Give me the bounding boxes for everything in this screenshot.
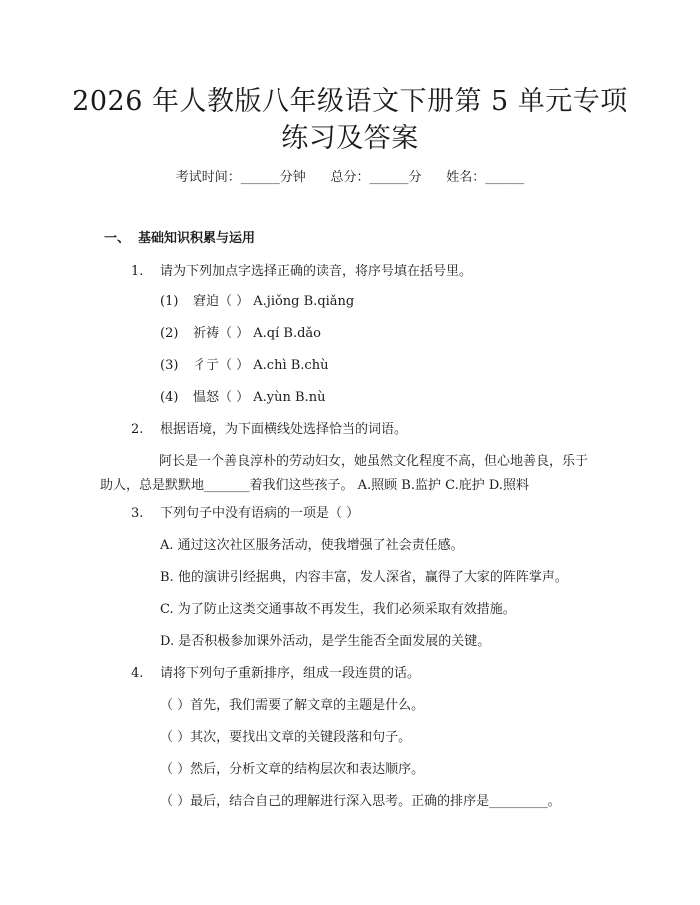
document-title-line-1: 2026 年人教版八年级语文下册第 5 单元专项: [72, 86, 628, 117]
question-text: 根据语境，为下面横线处选择恰当的词语。: [160, 422, 408, 437]
list-item: （ ）首先，我们需要了解文章的主题是什么。: [160, 698, 425, 713]
item-text: 窘迫（ ） A.jiǒng B.qiǎng: [193, 294, 355, 309]
question-number: 4.: [131, 666, 144, 681]
list-item: （ ）其次，要找出文章的关键段落和句子。: [160, 730, 412, 745]
list-item: [160, 389, 325, 407]
item-text: 愠怒（ ） A.yùn B.nù: [193, 390, 326, 405]
question-3: [131, 505, 359, 523]
document-title-line-2: 练习及答案: [281, 123, 419, 154]
section-number: 一、: [104, 231, 131, 246]
question-text: 请将下列句子重新排序，组成一段连贯的话。: [160, 666, 421, 681]
list-item: （ ）最后，结合自己的理解进行深入思考。正确的排序是_________。: [160, 794, 561, 809]
question-passage: 阿长是一个善良淳朴的劳动妇女，她虽然文化程度不高，但心地善良，乐于助人，总是默默地_______着我们这些孩子。 A.照顾 B.监护 C.庇护 D.照料: [100, 454, 589, 493]
section-heading: [104, 230, 255, 248]
question-text: 下列句子中没有语病的一项是（ ）: [160, 506, 360, 521]
question-4: [131, 665, 420, 683]
question-text: 请为下列加点字选择正确的读音，将序号填在括号里。: [160, 264, 473, 279]
option-a: A. 通过这次社区服务活动，使我增强了社会责任感。: [160, 538, 464, 553]
item-text: 祈祷（ ） A.qí B.dǎo: [193, 326, 321, 341]
question-number: 2.: [131, 422, 144, 437]
question-2: [131, 421, 407, 439]
item-index: (1): [160, 294, 179, 309]
item-text: 彳亍（ ） A.chì B.chù: [193, 358, 329, 373]
option-c: C. 为了防止这类交通事故不再发生，我们必须采取有效措施。: [160, 602, 516, 617]
question-number: 1.: [131, 264, 144, 279]
list-item: [160, 293, 354, 311]
option-d: D. 是否积极参加课外活动，是学生能否全面发展的关键。: [160, 634, 491, 649]
list-item: [160, 357, 328, 375]
item-index: (4): [160, 390, 179, 405]
item-index: (3): [160, 358, 179, 373]
section-title: 基础知识积累与运用: [138, 231, 256, 246]
item-index: (2): [160, 326, 179, 341]
list-item: （ ）然后，分析文章的结构层次和表达顺序。: [160, 762, 425, 777]
question-1: [131, 263, 472, 281]
list-item: [160, 325, 321, 343]
option-b: B. 他的演讲引经据典，内容丰富，发人深省，赢得了大家的阵阵掌声。: [160, 570, 568, 585]
exam-info: 考试时间：______分钟 总分：______分 姓名：______: [175, 170, 525, 185]
question-number: 3.: [131, 506, 144, 521]
